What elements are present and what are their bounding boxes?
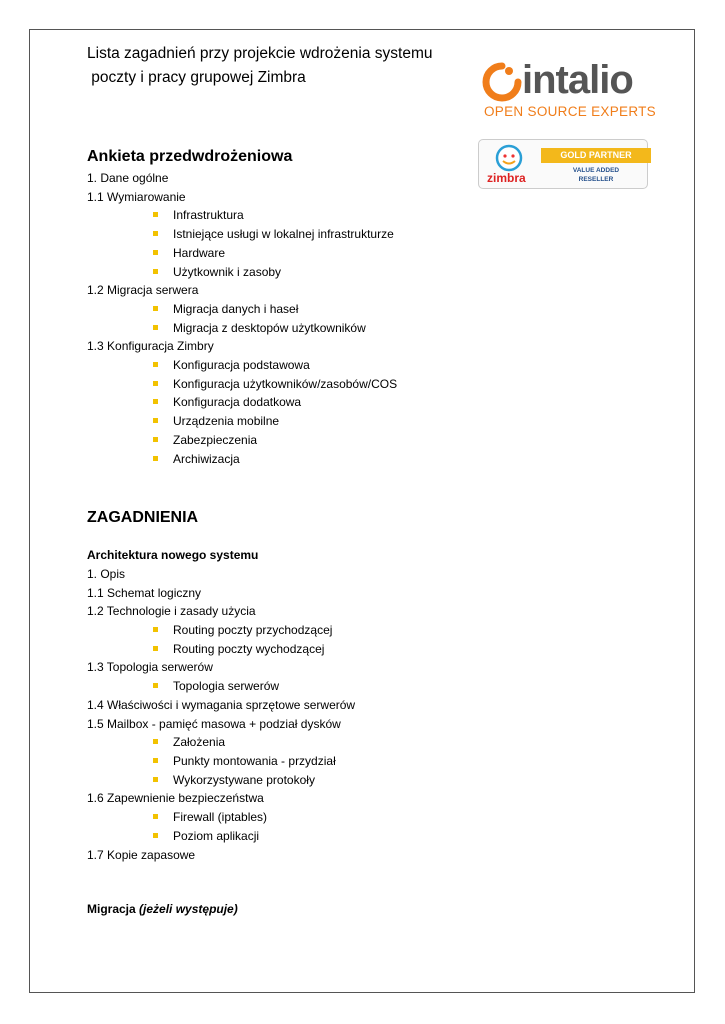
list-item: 1.3 Konfiguracja Zimbry bbox=[87, 339, 214, 354]
bullet-square-icon bbox=[153, 437, 158, 442]
bullet-square-icon bbox=[153, 362, 158, 367]
bullet-square-icon bbox=[153, 777, 158, 782]
title-line-1: Lista zagadnień przy projekcie wdrożenia systemu bbox=[87, 45, 433, 62]
zimbra-partner-badge bbox=[478, 139, 648, 189]
bullet-item: Migracja z desktopów użytkowników bbox=[87, 319, 467, 338]
bullet-item: Konfiguracja dodatkowa bbox=[87, 393, 467, 412]
bullet-item: Migracja danych i haseł bbox=[87, 300, 467, 319]
list-item: 1.7 Kopie zapasowe bbox=[87, 847, 196, 862]
bullet-square-icon bbox=[153, 325, 158, 330]
bullet-square-icon bbox=[153, 833, 158, 838]
bullet-item: Routing poczty wychodzącej bbox=[87, 640, 467, 659]
bullet-square-icon bbox=[153, 814, 158, 819]
logo-brand: intalio bbox=[522, 58, 633, 102]
bullet-item: Użytkownik i zasoby bbox=[87, 263, 467, 282]
bullet-square-icon bbox=[153, 306, 158, 311]
bullet-item: Topologia serwerów bbox=[87, 677, 467, 696]
badge-zimbra-text: zimbra bbox=[487, 171, 526, 185]
bullet-item: Routing poczty przychodzącej bbox=[87, 621, 467, 640]
logo-tagline: OPEN SOURCE EXPERTS bbox=[484, 104, 656, 119]
bullet-item: Firewall (iptables) bbox=[87, 808, 467, 827]
bullet-item: Zabezpieczenia bbox=[87, 431, 467, 450]
badge-var-text bbox=[541, 166, 651, 184]
list-item: 1.6 Zapewnienie bezpieczeństwa bbox=[87, 791, 264, 806]
document-title bbox=[87, 42, 432, 90]
list-item: 1.1 Wymiarowanie bbox=[87, 189, 186, 204]
bullet-item: Urządzenia mobilne bbox=[87, 412, 467, 431]
list-item: 1.1 Schemat logiczny bbox=[87, 585, 202, 600]
migration-heading bbox=[87, 900, 467, 919]
bullet-item: Poziom aplikacji bbox=[87, 827, 467, 846]
bullet-item: Istniejące usługi w lokalnej infrastrukturze bbox=[87, 225, 467, 244]
bullet-item: Infrastruktura bbox=[87, 206, 467, 225]
bullet-square-icon bbox=[153, 418, 158, 423]
migration-label: Migracja bbox=[87, 902, 136, 917]
title-line-2: poczty i pracy grupowej Zimbra bbox=[87, 69, 306, 86]
bullet-square-icon bbox=[153, 646, 158, 651]
zimbra-face-icon bbox=[489, 143, 529, 173]
subheading-architecture: Architektura nowego systemu bbox=[87, 548, 259, 563]
list-item: 1.3 Topologia serwerów bbox=[87, 660, 213, 675]
document-body bbox=[87, 145, 467, 919]
list-item: 1. Dane ogólne bbox=[87, 171, 169, 185]
badge-var-line-2: RESELLER bbox=[578, 176, 614, 183]
bullet-square-icon bbox=[153, 269, 158, 274]
bullet-square-icon bbox=[153, 231, 158, 236]
bullet-item: Założenia bbox=[87, 733, 467, 752]
bullet-item: Konfiguracja podstawowa bbox=[87, 356, 467, 375]
intalio-swirl-icon bbox=[482, 62, 522, 102]
bullet-square-icon bbox=[153, 739, 158, 744]
bullet-square-icon bbox=[153, 250, 158, 255]
list-item: 1.4 Właściwości i wymagania sprzętowe serwerów bbox=[87, 697, 356, 712]
section-heading-topics: ZAGADNIENIA bbox=[87, 509, 199, 527]
list-item: 1. Opis bbox=[87, 566, 126, 581]
bullet-item: Hardware bbox=[87, 244, 467, 263]
bullet-square-icon bbox=[153, 683, 158, 688]
badge-var-line-1: VALUE ADDED bbox=[572, 167, 620, 174]
list-item: 1.5 Mailbox - pamięć masowa + podział dysków bbox=[87, 716, 341, 731]
migration-note: (jeżeli występuje) bbox=[139, 902, 238, 917]
badge-gold-partner: GOLD PARTNER bbox=[541, 148, 651, 163]
bullet-square-icon bbox=[153, 399, 158, 404]
bullet-square-icon bbox=[153, 456, 158, 461]
bullet-item: Wykorzystywane protokoły bbox=[87, 771, 467, 790]
list-item: 1.2 Migracja serwera bbox=[87, 283, 199, 298]
bullet-square-icon bbox=[153, 758, 158, 763]
bullet-item: Punkty montowania - przydział bbox=[87, 752, 467, 771]
list-item: 1.2 Technologie i zasady użycia bbox=[87, 604, 256, 619]
section-heading-survey: Ankieta przedwdrożeniowa bbox=[87, 148, 293, 165]
intalio-logo bbox=[482, 58, 656, 126]
bullet-square-icon bbox=[153, 212, 158, 217]
bullet-item: Archiwizacja bbox=[87, 450, 467, 469]
bullet-square-icon bbox=[153, 627, 158, 632]
bullet-item: Konfiguracja użytkowników/zasobów/COS bbox=[87, 375, 467, 394]
bullet-square-icon bbox=[153, 381, 158, 386]
